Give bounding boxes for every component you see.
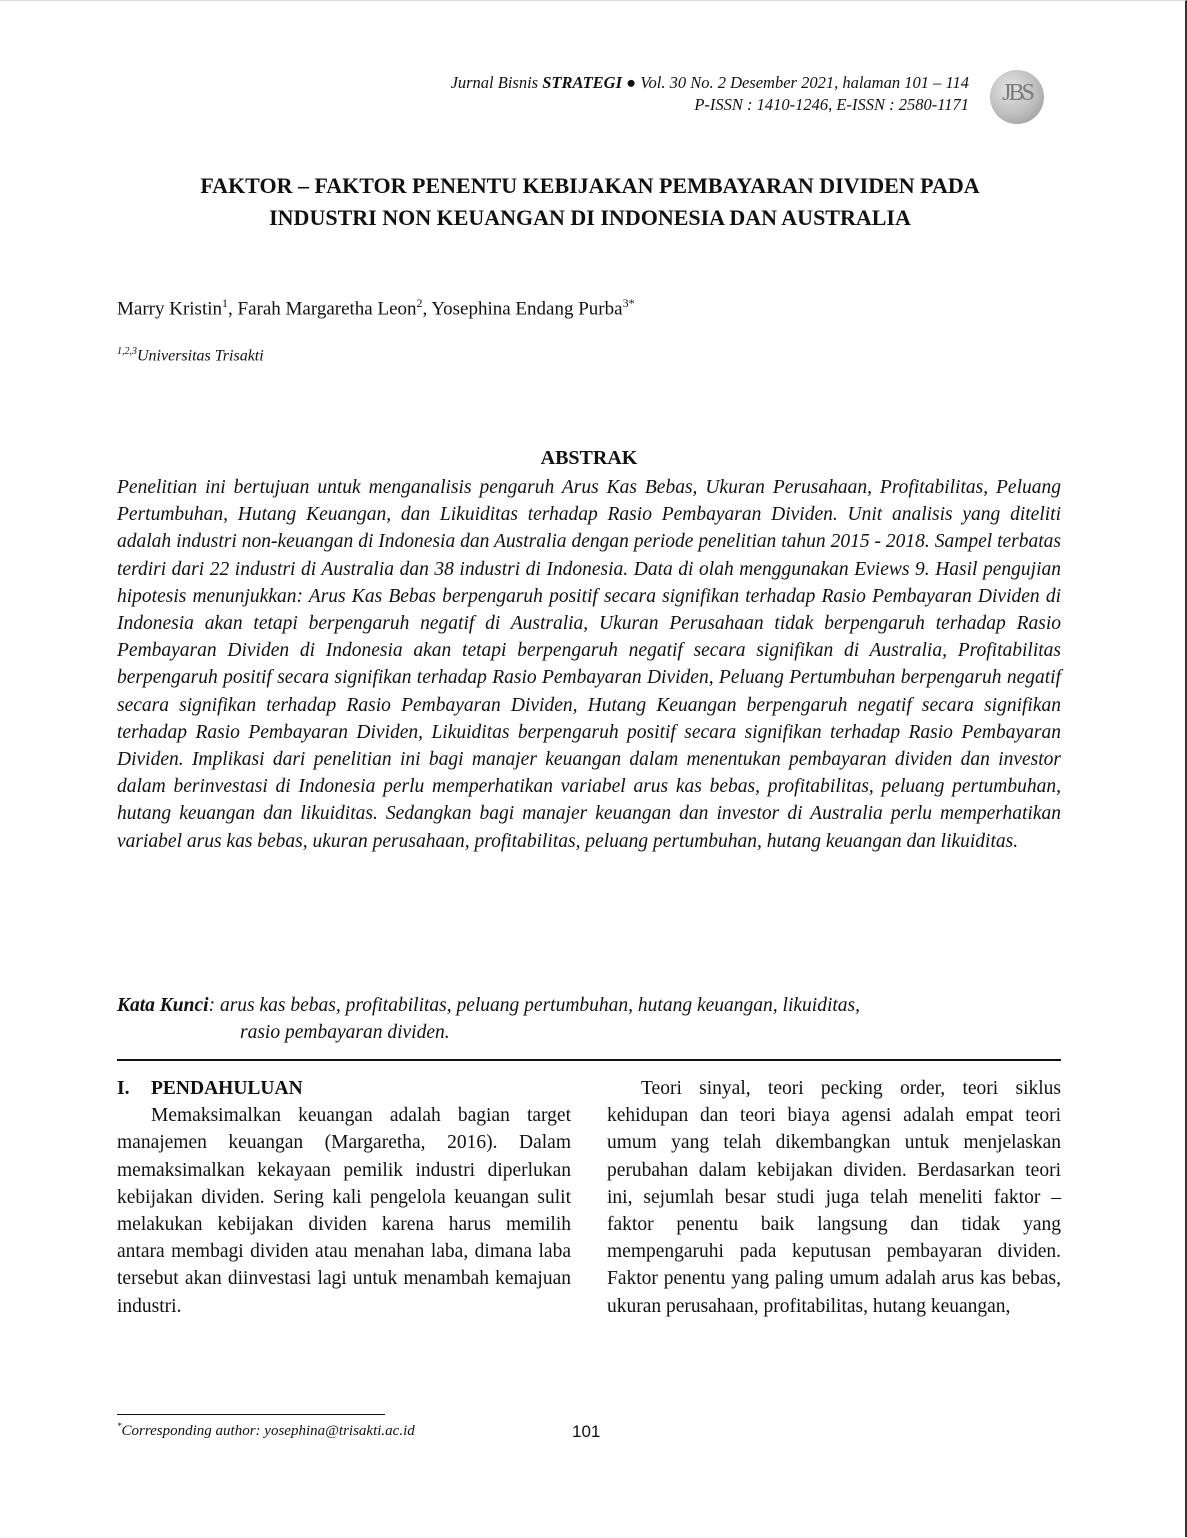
column-right (607, 1075, 1061, 1320)
abstract-text: Penelitian ini bertujuan untuk menganalisis pengaruh Arus Kas Bebas, Ukuran Perusahaan, Profitabilitas, Peluang Pertumbuhan, Hutang Keuangan, dan Likuiditas terhadap Rasio Pembayaran Dividen. Unit analisis yang diteliti adalah industri non-keuangan di Indonesia dan Australia dengan periode penelitian tahun 2015 - 2018. Sampel terbatas terdiri dari 22 industri di Australia dan 38 industri di Indonesia. Data di olah menggunakan Eviews 9. Hasil pengujian hipotesis menunjukkan: Arus Kas Bebas berpengaruh positif secara signifikan terhadap Rasio Pembayaran Dividen di Indonesia akan tetapi berpengaruh negatif di Australia, Ukuran Perusahaan tidak berpengaruh terhadap Rasio Pembayaran Dividen di Indonesia akan tetapi berpengaruh negatif secara signifikan di Australia, Profitabilitas berpengaruh positif secara signifikan terhadap Rasio Pembayaran Dividen, Peluang Pertumbuhan berpengaruh negatif secara signifikan terhadap Rasio Pembayaran Dividen, Hutang Keuangan berpengaruh negatif secara signifikan terhadap Rasio Pembayaran Dividen, Likuiditas berpengaruh positif secara signifikan terhadap Rasio Pembayaran Dividen. Implikasi dari penelitian ini bagi manajer keuangan dalam menentukan pembayaran dividen dan investor dalam berinvestasi di Indonesia perlu memperhatikan variabel arus kas bebas, profitabilitas, peluang pertumbuhan, hutang keuangan dan likuiditas. Sedangkan bagi manajer keuangan dan investor di Australia perlu memperhatikan variabel arus kas bebas, ukuran perusahaan, profitabilitas, peluang pertumbuhan, hutang keuangan dan likuiditas. (117, 477, 1061, 852)
section-number: I. (117, 1078, 130, 1099)
affiliation: $^{1,2,3}$Universitas Trisakti (117, 346, 264, 365)
paper-title (120, 170, 1060, 234)
journal-issn: P-ISSN : 1410-1246, E-ISSN : 2580-1171 (694, 95, 969, 114)
page-number: 101 (572, 1422, 601, 1441)
keywords-label: Kata Kunci (117, 995, 209, 1016)
keywords-line2: rasio pembayaran dividen. (240, 1022, 450, 1044)
journal-citation: Jurnal Bisnis STRATEGI ● Vol. 30 No. 2 Desember 2021, halaman 101 – 114 (450, 73, 969, 92)
paper-title-line2: INDUSTRI NON KEUANGAN DI INDONESIA DAN AUSTRALIA (269, 205, 911, 230)
footnote-divider (117, 1414, 385, 1415)
footnote: *Corresponding author: yosephina@trisakti.ac.id (117, 1421, 415, 1439)
journal-logo-text: JBS (1002, 80, 1032, 106)
column-left (117, 1075, 571, 1320)
abstract-heading: ABSTRAK (540, 447, 638, 469)
paragraph: Memaksimalkan keuangan adalah bagian target manajemen keuangan (Margaretha, 2016). Dalam memaksimalkan kekayaan pemilik industri diperlukan kebijakan dividen. Sering kali pengelola keuangan sulit melakukan kebijakan dividen karena harus memilih antara membagi dividen atau menahan laba, dimana laba tersebut akan diinvestasi lagi untuk menambah kemajuan industri. (117, 1105, 571, 1317)
paper-title-line1: FAKTOR – FAKTOR PENENTU KEBIJAKAN PEMBAYARAN DIVIDEN PADA (200, 173, 980, 198)
journal-logo (990, 70, 1044, 124)
keywords-line1: : arus kas bebas, profitabilitas, peluang pertumbuhan, hutang keuangan, likuiditas, (208, 995, 860, 1016)
section-heading: I. PENDAHULUAN (117, 1075, 571, 1102)
journal-name: STRATEGI (542, 73, 623, 92)
journal-header (451, 72, 969, 116)
keywords (117, 992, 1061, 1046)
paragraph: Teori sinyal, teori pecking order, teori siklus kehidupan dan teori biaya agensi adalah empat teori umum yang telah dikembangkan untuk menjelaskan perubahan dalam kebijakan dividen. Berdasarkan teori ini, sejumlah besar studi juga telah meneliti faktor – faktor penentu baik langsung dan tidak yang mempengaruhi pada keputusan pembayaran dividen. Faktor penentu yang paling umum adalah arus kas bebas, ukuran perusahaan, profitabilitas, hutang keuangan, (607, 1078, 1061, 1317)
author-list: Marry Kristin$^1$, Farah Margaretha Leon$^2$, Yosephina Endang Purba$^{3*}$ (117, 296, 635, 320)
section-divider (117, 1059, 1061, 1061)
